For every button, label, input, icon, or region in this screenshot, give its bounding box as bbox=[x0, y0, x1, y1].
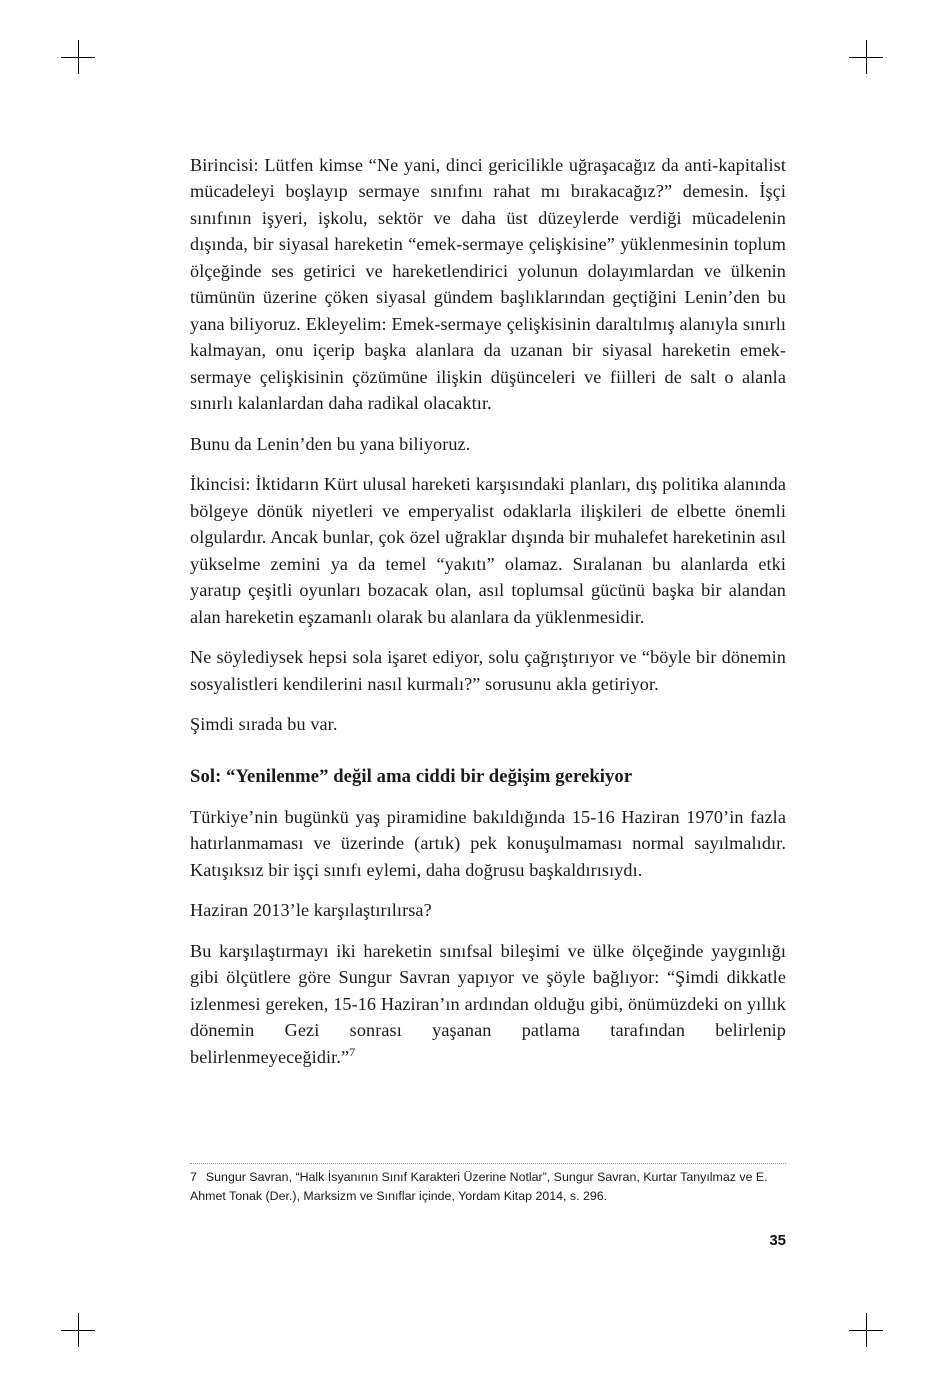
footnote bbox=[190, 1168, 790, 1205]
body-paragraph-with-footnote bbox=[190, 938, 786, 1070]
body-paragraph: Türkiye’nin bugünkü yaş piramidine bakıldığında 15-16 Haziran 1970’in fazla hatırlanmaması ve üzerinde (artık) pek konuşulmaması normal sayılmalıdır. Katışıksız bir işçi sınıfı eylemi, daha doğrusu başkaldırısıydı. bbox=[190, 806, 786, 880]
body-paragraph: İkincisi: İktidarın Kürt ulusal hareketi karşısındaki planları, dış politika alanında bölgeye dönük niyetleri ve emperyalist odaklarla ilişkileri de elbette önemli olgulardır. Ancak bunlar, çok özel uğraklar dışında bir muhalefet hareketinin asıl yükselme zemini ya da temel “yakıtı” olamaz. Sıralanan bu alanlarda etki yaratıp çeşitli oyunları bozacak olan, asıl toplumsal gücünü başka bir alandan alan hareketin eşzamanlı olarak bu alanlara da yüklenmesidir. bbox=[190, 474, 786, 627]
section-heading: Sol: “Yenilenme” değil ama ciddi bir değişim gerekiyor bbox=[190, 765, 633, 787]
footnote-separator-rule bbox=[190, 1163, 786, 1164]
body-paragraph: Haziran 2013’le karşılaştırılırsa? bbox=[190, 900, 432, 921]
body-paragraph: Birincisi: Lütfen kimse “Ne yani, dinci gericilikle uğraşacağız da anti-kapitalist mücadeleyi boşlayıp sermaye sınıfını rahat mı bırakacağız?” demesin. İşçi sınıfının işyeri, işkolu, sektör ve daha üst düzeylerde verdiği mücadelenin dışında, bir siyasal hareketin “emek-sermaye çelişkisine” yüklenmesinin toplum ölçeğinde ses getirici ve hareketlendirici yolunun dolayımlardan ve ülkenin tümünün üzerine çöken siyasal gündem başlıklarından geçtiğini Lenin’den bu yana biliyoruz. Ekleyelim: Emek-sermaye çelişkisinin daraltılmış alanıyla sınırlı kalmayan, onu içerip başka alanlara da uzanan bir siyasal hareketin emek-sermaye çelişkisinin çözümüne ilişkin düşünceleri ve fiilleri de salt o alanla sınırlı kalanlardan daha radikal olacaktır. bbox=[190, 155, 786, 414]
crop-mark-top-right-horizontal bbox=[849, 57, 883, 58]
page-text-column bbox=[190, 152, 786, 1084]
body-paragraph: Bunu da Lenin’den bu yana biliyoruz. bbox=[190, 433, 471, 454]
footnote-reference-marker: 7 bbox=[349, 1044, 356, 1059]
footnote-text: Sungur Savran, “Halk İsyanının Sınıf Karakteri Üzerine Notlar”, Sungur Savran, Kurtar Tanyılmaz ve E. Ahmet Tonak (Der.), Marksizm ve Sınıflar içinde, Yordam Kitap 2014, s. 296. bbox=[190, 1170, 768, 1203]
crop-mark-bottom-right-horizontal bbox=[849, 1330, 883, 1331]
body-paragraph-text: Bu karşılaştırmayı iki hareketin sınıfsal bileşimi ve ülke ölçeğinde yaygınlığı gibi ölçütlere göre Sungur Savran yapıyor ve şöyle bağlıyor: “Şimdi dikkatle izlenmesi gereken, 15-16 Haziran’ın ardından olduğu gibi, önümüzdeki on yıllık dönemin Gezi sonrası yaşanan patlama tarafından belirlenip belirlenmeyeceğidir.” bbox=[190, 940, 786, 1067]
footnote-number: 7 bbox=[190, 1170, 197, 1184]
page-number: 35 bbox=[769, 1232, 786, 1249]
crop-mark-top-left-horizontal bbox=[61, 57, 95, 58]
body-paragraph: Şimdi sırada bu var. bbox=[190, 714, 338, 735]
crop-mark-bottom-left-horizontal bbox=[61, 1330, 95, 1331]
body-paragraph: Ne söylediysek hepsi sola işaret ediyor, solu çağrıştırıyor ve “böyle bir dönemin sosyalistleri kendilerini nasıl kurmalı?” sorusunu akla getiriyor. bbox=[190, 647, 786, 694]
